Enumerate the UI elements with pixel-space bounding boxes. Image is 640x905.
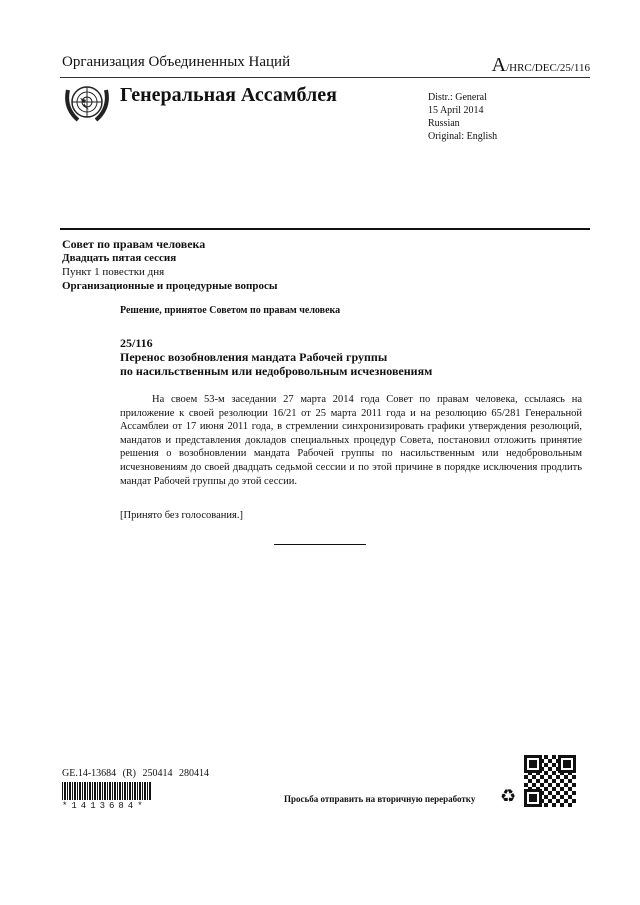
date-line: 15 April 2014 [428, 105, 484, 116]
symbol-prefix: A [491, 54, 507, 76]
document-reference: GE.14-13684 (R) 250414 280414 [62, 768, 209, 779]
general-assembly-title: Генеральная Ассамблея [120, 84, 337, 106]
symbol-rest: /HRC/DEC/25/116 [506, 62, 590, 74]
title-line: Перенос возобновления мандата Рабочей группы [120, 350, 388, 364]
end-rule [274, 544, 366, 545]
original-line: Original: English [428, 131, 498, 142]
session: Двадцать пятая сессия [62, 252, 177, 264]
header-rule [60, 77, 590, 78]
barcode-number: *1413684* [62, 801, 147, 811]
language-line: Russian [428, 118, 460, 129]
decision-label: Решение, принятое Советом по правам человека [120, 305, 341, 316]
topic: Организационные и процедурные вопросы [62, 280, 278, 292]
title-line: по насильственным или недобровольным исчезновениям [120, 364, 433, 378]
recycle-note: Просьба отправить на вторичную переработку [284, 794, 476, 804]
un-emblem-icon [62, 80, 112, 126]
qr-code [524, 755, 576, 807]
adoption-note: [Принято без голосования.] [120, 510, 243, 521]
decision-title [120, 336, 432, 378]
document-symbol [492, 54, 590, 77]
agenda-item: Пункт 1 повестки дня [62, 266, 165, 278]
decision-paragraph: На своем 53-м заседании 27 марта 2014 года Совет по правам человека, ссылаясь на приложение к своей резолюции 16/21 от 25 марта 2011 года и на резолюцию 65/281 Генеральной Ассамблеи от 17 июня 2011 года, в стремлении синхронизировать графики утверждения резолюций, мандатов и представления докладов специальных процедур Совета, постановил отложить принятие решения о возобновлении мандата Рабочей группы по насильственным или недобровольным исчезновениям до своей двадцать седьмой сессии и по этой причине в порядке исключения продлить мандат Рабочей группы до этой сессии. [120, 394, 582, 487]
distribution-block [428, 91, 497, 143]
section-rule [60, 228, 590, 230]
distr-line: Distr.: General [428, 92, 487, 103]
barcode [62, 782, 152, 800]
council-block [62, 237, 278, 293]
decision-number: 25/116 [120, 336, 153, 350]
recycle-icon: ♻ [500, 786, 517, 806]
council-name: Совет по правам человека [62, 237, 206, 251]
organization-name: Организация Объединенных Наций [62, 54, 291, 70]
